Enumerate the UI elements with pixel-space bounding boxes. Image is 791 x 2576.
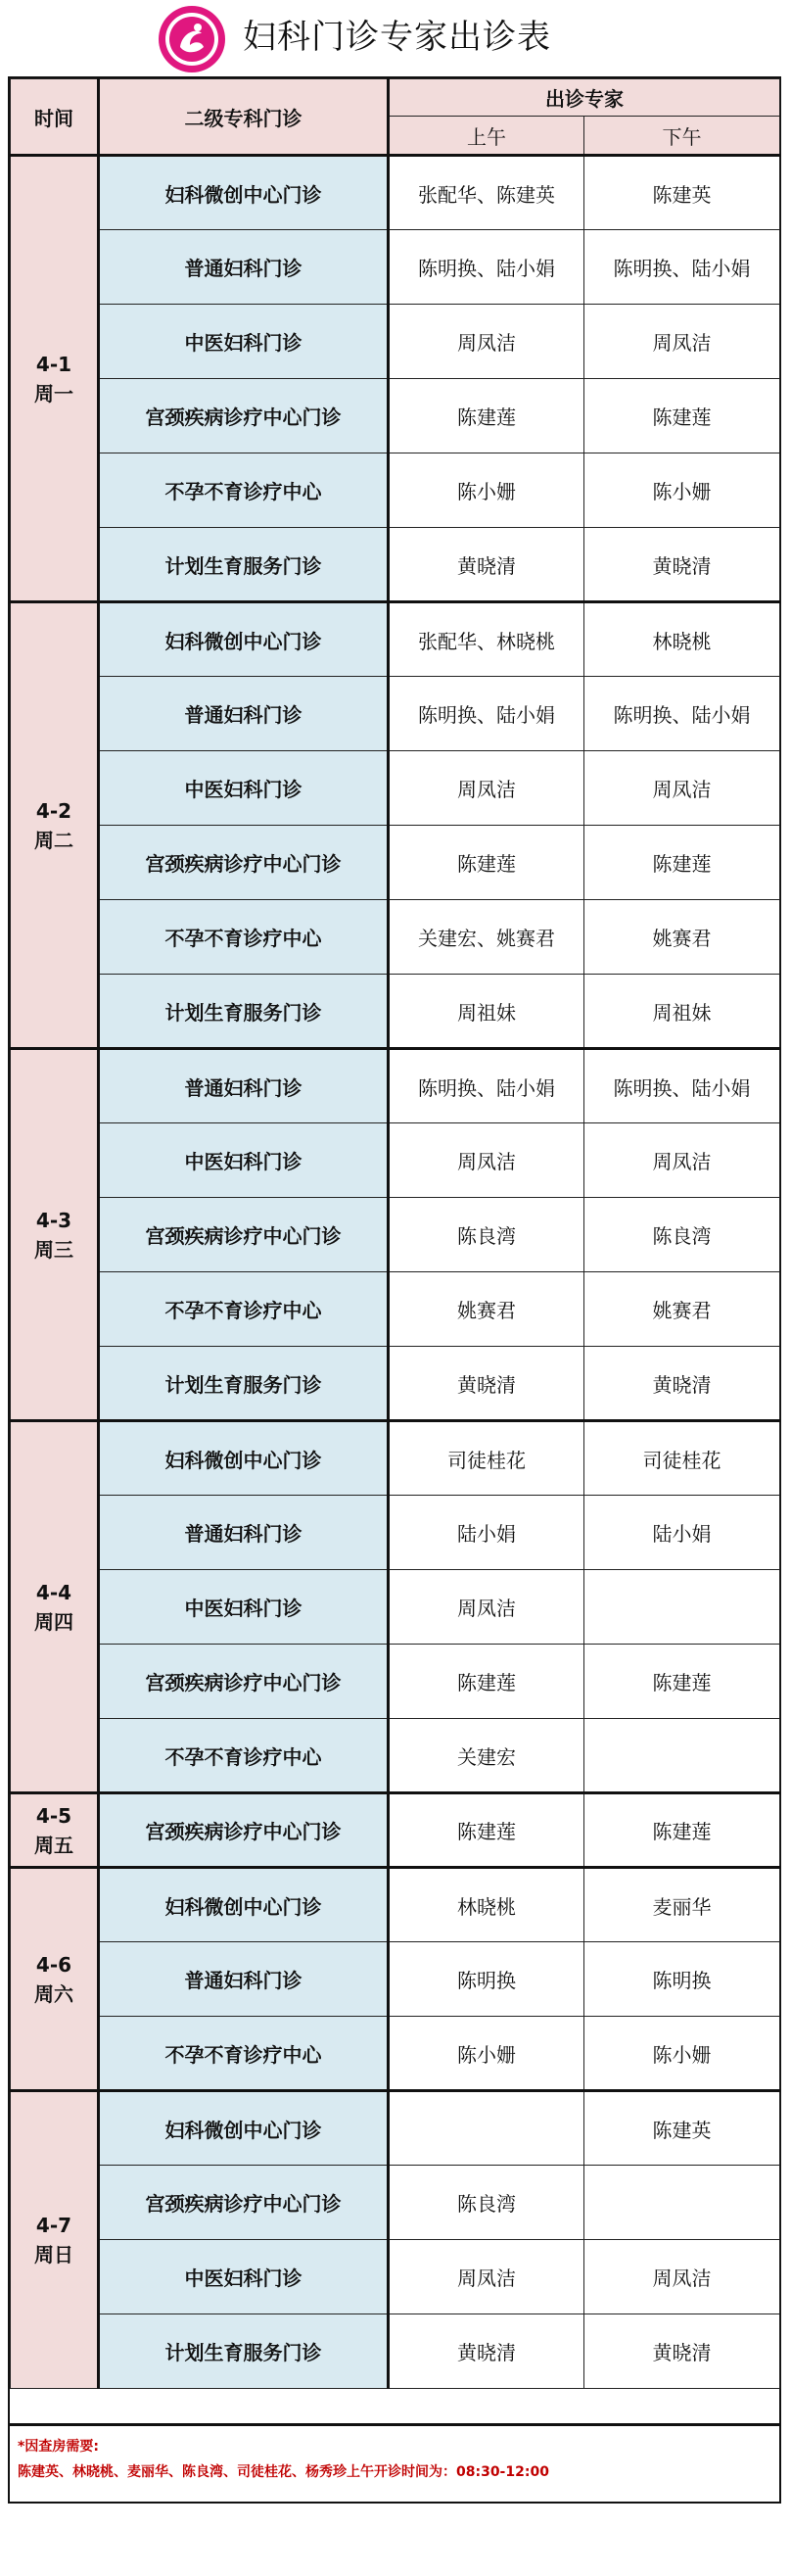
table-row <box>11 305 780 379</box>
day-date: 4-3 <box>35 1208 72 1232</box>
dept-cell: 计划生育服务门诊 <box>99 2314 389 2389</box>
day-date: 4-7 <box>35 2214 72 2237</box>
am-doctor-cell: 陆小娟 <box>389 1496 584 1570</box>
pm-doctor-cell: 陈明换、陆小娟 <box>584 1049 780 1123</box>
pm-doctor-cell: 陈小姗 <box>584 2017 780 2091</box>
am-doctor-cell: 周凤洁 <box>389 1570 584 1645</box>
dept-cell: 普通妇科门诊 <box>99 1496 389 1570</box>
day-weekday: 周二 <box>34 828 73 852</box>
am-doctor-cell: 姚赛君 <box>389 1272 584 1347</box>
day-cell <box>11 1049 99 1421</box>
am-header: 上午 <box>389 117 584 156</box>
day-weekday: 周日 <box>34 2243 73 2266</box>
table-row <box>11 379 780 453</box>
schedule-body <box>11 156 780 2389</box>
table-row <box>11 1421 780 1496</box>
notes-title: *因查房需要: <box>18 2439 99 2455</box>
table-row <box>11 602 780 677</box>
table-row <box>11 1942 780 2017</box>
dept-cell: 宫颈疾病诊疗中心门诊 <box>99 1198 389 1272</box>
dept-cell: 中医妇科门诊 <box>99 751 389 826</box>
day-date: 4-6 <box>35 1952 72 1977</box>
pm-doctor-cell: 黄晓清 <box>584 2314 780 2389</box>
table-row <box>11 975 780 1049</box>
am-doctor-cell: 关建宏 <box>389 1719 584 1793</box>
day-weekday: 周一 <box>34 381 73 405</box>
dept-cell: 妇科微创中心门诊 <box>99 1868 389 1942</box>
dept-cell: 中医妇科门诊 <box>99 305 389 379</box>
pm-doctor-cell: 周祖妹 <box>584 975 780 1049</box>
am-doctor-cell: 陈明换、陆小娟 <box>389 677 584 751</box>
dept-cell: 妇科微创中心门诊 <box>99 156 389 230</box>
table-row <box>11 2091 780 2166</box>
pm-doctor-cell: 黄晓清 <box>584 1347 780 1421</box>
table-row <box>11 1198 780 1272</box>
table-row <box>11 677 780 751</box>
day-cell <box>11 156 99 602</box>
am-doctor-cell: 陈小姗 <box>389 453 584 528</box>
am-doctor-cell: 黄晓清 <box>389 528 584 602</box>
table-row <box>11 230 780 305</box>
hospital-logo-icon <box>157 4 227 74</box>
am-doctor-cell: 黄晓清 <box>389 2314 584 2389</box>
am-doctor-cell: 陈良湾 <box>389 2166 584 2240</box>
day-date: 4-2 <box>35 798 72 823</box>
dept-cell: 普通妇科门诊 <box>99 677 389 751</box>
am-doctor-cell: 周凤洁 <box>389 751 584 826</box>
dept-cell: 普通妇科门诊 <box>99 230 389 305</box>
table-row <box>11 528 780 602</box>
pm-doctor-cell: 陈建莲 <box>584 1645 780 1719</box>
table-row <box>11 2314 780 2389</box>
am-doctor-cell: 张配华、陈建英 <box>389 156 584 230</box>
am-doctor-cell: 陈建莲 <box>389 1645 584 1719</box>
pm-doctor-cell: 麦丽华 <box>584 1868 780 1942</box>
am-doctor-cell: 陈建莲 <box>389 826 584 900</box>
dept-cell: 不孕不育诊疗中心 <box>99 453 389 528</box>
table-row <box>11 751 780 826</box>
dept-cell: 妇科微创中心门诊 <box>99 1421 389 1496</box>
pm-doctor-cell: 陈建莲 <box>584 826 780 900</box>
table-row <box>11 1049 780 1123</box>
dept-cell: 中医妇科门诊 <box>99 2240 389 2314</box>
dept-cell: 计划生育服务门诊 <box>99 1347 389 1421</box>
dept-cell: 不孕不育诊疗中心 <box>99 1272 389 1347</box>
day-cell <box>11 602 99 1049</box>
pm-doctor-cell: 姚赛君 <box>584 900 780 975</box>
dept-cell: 不孕不育诊疗中心 <box>99 900 389 975</box>
notes-section <box>10 2423 779 2502</box>
table-row <box>11 2240 780 2314</box>
am-doctor-cell: 陈建莲 <box>389 1793 584 1868</box>
dept-cell: 计划生育服务门诊 <box>99 975 389 1049</box>
dept-header: 二级专科门诊 <box>99 79 389 156</box>
am-doctor-cell: 陈良湾 <box>389 1198 584 1272</box>
day-weekday: 周六 <box>34 1981 73 2006</box>
pm-doctor-cell: 周凤洁 <box>584 1123 780 1198</box>
day-cell <box>11 1421 99 1793</box>
experts-header: 出诊专家 <box>389 79 780 117</box>
table-row <box>11 1645 780 1719</box>
table-row <box>11 1347 780 1421</box>
dept-cell: 妇科微创中心门诊 <box>99 602 389 677</box>
page-title: 妇科门诊专家出诊表 <box>243 18 551 57</box>
am-doctor-cell: 张配华、林晓桃 <box>389 602 584 677</box>
dept-cell: 中医妇科门诊 <box>99 1123 389 1198</box>
am-doctor-cell: 关建宏、姚赛君 <box>389 900 584 975</box>
pm-doctor-cell: 司徒桂花 <box>584 1421 780 1496</box>
am-doctor-cell: 周祖妹 <box>389 975 584 1049</box>
pm-doctor-cell: 林晓桃 <box>584 602 780 677</box>
pm-doctor-cell <box>584 1570 780 1645</box>
table-row <box>11 1496 780 1570</box>
table-row <box>11 826 780 900</box>
dept-cell: 宫颈疾病诊疗中心门诊 <box>99 1645 389 1719</box>
pm-doctor-cell: 陈良湾 <box>584 1198 780 1272</box>
pm-doctor-cell <box>584 1719 780 1793</box>
pm-header: 下午 <box>584 117 780 156</box>
am-doctor-cell: 陈明换、陆小娟 <box>389 230 584 305</box>
notes-body: 陈建英、林晓桃、麦丽华、陈良湾、司徒桂花、杨秀珍上午开诊时间为：08:30-12:00 <box>18 2464 549 2480</box>
dept-cell: 宫颈疾病诊疗中心门诊 <box>99 2166 389 2240</box>
am-doctor-cell: 陈明换 <box>389 1942 584 2017</box>
pm-doctor-cell: 陆小娟 <box>584 1496 780 1570</box>
pm-doctor-cell: 周凤洁 <box>584 305 780 379</box>
pm-doctor-cell: 陈小姗 <box>584 453 780 528</box>
pm-doctor-cell: 陈明换 <box>584 1942 780 2017</box>
schedule-table <box>10 78 780 2389</box>
dept-cell: 普通妇科门诊 <box>99 1049 389 1123</box>
schedule-sheet <box>8 76 781 2504</box>
day-cell <box>11 2091 99 2389</box>
am-doctor-cell: 周凤洁 <box>389 2240 584 2314</box>
day-date: 4-1 <box>35 352 72 376</box>
pm-doctor-cell: 黄晓清 <box>584 528 780 602</box>
am-doctor-cell: 周凤洁 <box>389 305 584 379</box>
pm-doctor-cell: 周凤洁 <box>584 751 780 826</box>
pm-doctor-cell <box>584 2166 780 2240</box>
table-row <box>11 2017 780 2091</box>
am-doctor-cell: 陈小姗 <box>389 2017 584 2091</box>
pm-doctor-cell: 陈建莲 <box>584 379 780 453</box>
am-doctor-cell: 黄晓清 <box>389 1347 584 1421</box>
am-doctor-cell: 陈建莲 <box>389 379 584 453</box>
table-row <box>11 1719 780 1793</box>
day-weekday: 周四 <box>34 1609 73 1634</box>
pm-doctor-cell: 陈建莲 <box>584 1793 780 1868</box>
time-header: 时间 <box>11 79 99 156</box>
dept-cell: 计划生育服务门诊 <box>99 528 389 602</box>
dept-cell: 不孕不育诊疗中心 <box>99 2017 389 2091</box>
day-cell <box>11 1793 99 1868</box>
dept-cell: 宫颈疾病诊疗中心门诊 <box>99 826 389 900</box>
dept-cell: 宫颈疾病诊疗中心门诊 <box>99 1793 389 1868</box>
pm-doctor-cell: 陈建英 <box>584 2091 780 2166</box>
table-row <box>11 156 780 230</box>
am-doctor-cell <box>389 2091 584 2166</box>
table-row <box>11 900 780 975</box>
pm-doctor-cell: 陈明换、陆小娟 <box>584 230 780 305</box>
pm-doctor-cell: 周凤洁 <box>584 2240 780 2314</box>
day-weekday: 周三 <box>34 1237 73 1262</box>
am-doctor-cell: 司徒桂花 <box>389 1421 584 1496</box>
dept-cell: 不孕不育诊疗中心 <box>99 1719 389 1793</box>
day-date: 4-4 <box>35 1580 72 1604</box>
am-doctor-cell: 陈明换、陆小娟 <box>389 1049 584 1123</box>
day-cell <box>11 1868 99 2091</box>
table-row <box>11 1272 780 1347</box>
day-weekday: 周五 <box>34 1833 73 1857</box>
day-date: 4-5 <box>35 1803 72 1828</box>
dept-cell: 妇科微创中心门诊 <box>99 2091 389 2166</box>
dept-cell: 宫颈疾病诊疗中心门诊 <box>99 379 389 453</box>
table-row <box>11 453 780 528</box>
am-doctor-cell: 林晓桃 <box>389 1868 584 1942</box>
pm-doctor-cell: 陈明换、陆小娟 <box>584 677 780 751</box>
dept-cell: 中医妇科门诊 <box>99 1570 389 1645</box>
page-header <box>0 0 791 76</box>
table-row <box>11 1570 780 1645</box>
table-row <box>11 1868 780 1942</box>
dept-cell: 普通妇科门诊 <box>99 1942 389 2017</box>
pm-doctor-cell: 姚赛君 <box>584 1272 780 1347</box>
table-row <box>11 1793 780 1868</box>
pm-doctor-cell: 陈建英 <box>584 156 780 230</box>
table-row <box>11 1123 780 1198</box>
table-row <box>11 2166 780 2240</box>
am-doctor-cell: 周凤洁 <box>389 1123 584 1198</box>
